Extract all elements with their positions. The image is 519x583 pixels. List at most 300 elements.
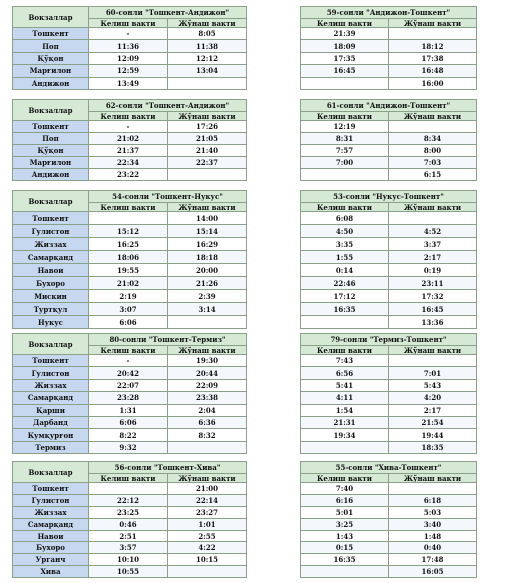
arrival-header: Келиш вакти — [301, 19, 389, 28]
departure-time: 16:48 — [389, 65, 477, 77]
stations-header: Вокзаллар — [13, 334, 89, 355]
arrival-time: 12:09 — [89, 52, 168, 64]
table-row — [13, 264, 247, 277]
arrival-time: 13:49 — [89, 77, 168, 89]
table-row — [301, 52, 477, 64]
arrival-time: 16:35 — [301, 303, 389, 316]
departure-time: 3:14 — [168, 303, 247, 316]
arrival-time: 23:25 — [89, 506, 168, 518]
arrival-time: 7:43 — [301, 355, 389, 367]
subheader-row — [301, 112, 477, 121]
station-name: Тошкент — [13, 483, 89, 495]
arrival-time: 5:01 — [301, 506, 389, 518]
departure-time: 7:01 — [389, 367, 477, 379]
departure-time — [168, 316, 247, 329]
arrival-time: 5:41 — [301, 379, 389, 391]
arrival-time: 21:02 — [89, 133, 168, 145]
table-row — [13, 542, 247, 554]
table-row — [13, 251, 247, 264]
header-row — [13, 7, 247, 19]
table-row — [13, 554, 247, 566]
arrival-time: 21:02 — [89, 277, 168, 290]
departure-time: 20:00 — [168, 264, 247, 277]
arrival-time — [89, 483, 168, 495]
departure-header: Жўнаш вакти — [389, 346, 477, 355]
table-row — [13, 316, 247, 329]
stations-header: Вокзаллар — [13, 191, 89, 212]
departure-time: 7:03 — [389, 157, 477, 169]
departure-time: 11:38 — [168, 40, 247, 52]
table-row — [301, 530, 477, 542]
arrival-header: Келиш вакти — [301, 474, 389, 483]
arrival-time: 6:16 — [301, 494, 389, 506]
station-name: Нукус — [13, 316, 89, 329]
table-row — [13, 225, 247, 238]
train-title: 61-сонли "Андижон-Тошкент" — [301, 100, 477, 112]
departure-time: 22:37 — [168, 157, 247, 169]
station-name: Жиззах — [13, 506, 89, 518]
departure-header: Жўнаш вакти — [389, 474, 477, 483]
table-row — [13, 65, 247, 77]
departure-time: 18:18 — [168, 251, 247, 264]
table-row — [13, 530, 247, 542]
table-row — [13, 238, 247, 251]
departure-time — [168, 441, 247, 453]
departure-time — [389, 212, 477, 225]
timetable-left — [12, 6, 247, 90]
station-name: Навои — [13, 264, 89, 277]
departure-time: 21:00 — [168, 483, 247, 495]
table-row — [13, 169, 247, 181]
departure-time — [168, 566, 247, 578]
arrival-time: 22:34 — [89, 157, 168, 169]
table-row — [301, 169, 477, 181]
table-row — [301, 145, 477, 157]
departure-time: 13:04 — [168, 65, 247, 77]
arrival-time: 22:07 — [89, 379, 168, 391]
departure-header: Жўнаш вакти — [168, 346, 247, 355]
station-name: Жиззах — [13, 379, 89, 391]
station-name: Туртқул — [13, 303, 89, 316]
header-row — [301, 462, 477, 474]
table-row — [301, 28, 477, 40]
arrival-time: 20:42 — [89, 367, 168, 379]
station-name: Қўқон — [13, 52, 89, 64]
departure-time: 5:43 — [389, 379, 477, 391]
departure-time: 20:44 — [168, 367, 247, 379]
station-name: Хива — [13, 566, 89, 578]
table-row — [301, 121, 477, 133]
train-title: 62-сонли "Тошкент-Андижон" — [89, 100, 247, 112]
arrival-time: 6:06 — [89, 316, 168, 329]
departure-time: 21:54 — [389, 416, 477, 428]
station-name: Гулистон — [13, 225, 89, 238]
train-title: 79-сонли "Термиз-Тошкент" — [301, 334, 477, 346]
table-row — [301, 379, 477, 391]
arrival-time: 4:50 — [301, 225, 389, 238]
departure-time: 0:40 — [389, 542, 477, 554]
station-name: Тошкент — [13, 121, 89, 133]
arrival-time: 16:25 — [89, 238, 168, 251]
arrival-time: 11:36 — [89, 40, 168, 52]
arrival-time: 23:22 — [89, 169, 168, 181]
station-name: Кумқурғон — [13, 429, 89, 441]
arrival-time: 6:08 — [301, 212, 389, 225]
departure-time: 17:26 — [168, 121, 247, 133]
arrival-time: 18:09 — [301, 40, 389, 52]
arrival-time: - — [89, 355, 168, 367]
table-row — [301, 133, 477, 145]
departure-time: 2:04 — [168, 404, 247, 416]
table-row — [301, 65, 477, 77]
departure-time: 4:20 — [389, 392, 477, 404]
departure-time — [168, 77, 247, 89]
departure-time: 4:22 — [168, 542, 247, 554]
header-row — [301, 191, 477, 203]
station-name: Марғилон — [13, 65, 89, 77]
station-name: Тошкент — [13, 212, 89, 225]
arrival-time — [89, 212, 168, 225]
departure-time: 17:48 — [389, 554, 477, 566]
arrival-time: 17:35 — [301, 52, 389, 64]
train-title: 55-сонли "Хива-Тошкент" — [301, 462, 477, 474]
arrival-header: Келиш вакти — [89, 112, 168, 121]
departure-time — [168, 169, 247, 181]
arrival-time — [301, 316, 389, 329]
arrival-time: 12:59 — [89, 65, 168, 77]
departure-header: Жўнаш вакти — [168, 203, 247, 212]
arrival-time: 21:39 — [301, 28, 389, 40]
departure-time: 4:52 — [389, 225, 477, 238]
station-name: Мискин — [13, 290, 89, 303]
table-row — [13, 404, 247, 416]
table-row — [301, 392, 477, 404]
departure-time: 17:32 — [389, 290, 477, 303]
subheader-row — [301, 474, 477, 483]
departure-time: 19:44 — [389, 429, 477, 441]
departure-time: 18:35 — [389, 441, 477, 453]
arrival-time: 19:55 — [89, 264, 168, 277]
station-name: Поп — [13, 40, 89, 52]
table-row — [13, 77, 247, 89]
departure-time: 2:39 — [168, 290, 247, 303]
header-row — [301, 7, 477, 19]
table-row — [13, 518, 247, 530]
departure-time: 1:48 — [389, 530, 477, 542]
train-title: 54-сонли "Тошкент-Нукус" — [89, 191, 247, 203]
arrival-time: 17:12 — [301, 290, 389, 303]
arrival-time: 21:37 — [89, 145, 168, 157]
station-name: Самарқанд — [13, 251, 89, 264]
station-name: Гулистон — [13, 494, 89, 506]
departure-time: 6:18 — [389, 494, 477, 506]
table-row — [13, 52, 247, 64]
departure-header: Жўнаш вакти — [389, 203, 477, 212]
departure-time: 22:09 — [168, 379, 247, 391]
table-row — [13, 277, 247, 290]
departure-time: 21:40 — [168, 145, 247, 157]
departure-time: 23:27 — [168, 506, 247, 518]
timetable-right — [300, 190, 477, 329]
arrival-header: Келиш вакти — [301, 112, 389, 121]
table-row — [13, 355, 247, 367]
arrival-time: 7:00 — [301, 157, 389, 169]
stations-header: Вокзаллар — [13, 7, 89, 28]
departure-time: 12:12 — [168, 52, 247, 64]
table-row — [301, 416, 477, 428]
arrival-time: - — [89, 121, 168, 133]
table-row — [301, 355, 477, 367]
table-row — [301, 506, 477, 518]
departure-time: 2:17 — [389, 404, 477, 416]
timetable-right — [300, 99, 477, 181]
header-row — [13, 191, 247, 203]
arrival-time: 10:55 — [89, 566, 168, 578]
table-row — [13, 121, 247, 133]
arrival-time: 22:12 — [89, 494, 168, 506]
station-name: Дарбанд — [13, 416, 89, 428]
arrival-time: 3:25 — [301, 518, 389, 530]
departure-time: 14:00 — [168, 212, 247, 225]
station-name: Марғилон — [13, 157, 89, 169]
arrival-header: Келиш вакти — [89, 474, 168, 483]
table-row — [301, 251, 477, 264]
arrival-time: 19:34 — [301, 429, 389, 441]
departure-time: 22:14 — [168, 494, 247, 506]
arrival-time: 0:15 — [301, 542, 389, 554]
station-name: Самарқанд — [13, 392, 89, 404]
departure-time: 0:19 — [389, 264, 477, 277]
departure-time: 8:05 — [168, 28, 247, 40]
subheader-row — [301, 203, 477, 212]
table-row — [301, 264, 477, 277]
table-row — [301, 367, 477, 379]
station-name: Бухоро — [13, 277, 89, 290]
arrival-header: Келиш вакти — [89, 19, 168, 28]
departure-time: 3:37 — [389, 238, 477, 251]
arrival-time: 1:31 — [89, 404, 168, 416]
table-row — [13, 429, 247, 441]
arrival-time: 12:19 — [301, 121, 389, 133]
table-row — [301, 483, 477, 495]
timetable-left — [12, 333, 247, 454]
arrival-time: 0:14 — [301, 264, 389, 277]
table-row — [13, 392, 247, 404]
departure-time — [389, 355, 477, 367]
departure-time: 2:55 — [168, 530, 247, 542]
table-row — [301, 77, 477, 89]
departure-header: Жўнаш вакти — [389, 19, 477, 28]
table-row — [13, 566, 247, 578]
table-row — [301, 40, 477, 52]
table-row — [301, 277, 477, 290]
arrival-time: 2:51 — [89, 530, 168, 542]
table-row — [13, 494, 247, 506]
train-title: 59-сонли "Андижон-Тошкент" — [301, 7, 477, 19]
table-row — [301, 441, 477, 453]
departure-time: 6:36 — [168, 416, 247, 428]
arrival-time: 8:22 — [89, 429, 168, 441]
station-name: Тошкент — [13, 355, 89, 367]
arrival-time: 21:31 — [301, 416, 389, 428]
station-name: Урганч — [13, 554, 89, 566]
departure-time: 8:32 — [168, 429, 247, 441]
arrival-time: 10:10 — [89, 554, 168, 566]
stations-header: Вокзаллар — [13, 100, 89, 121]
arrival-header: Келиш вакти — [89, 203, 168, 212]
train-title: 56-сонли "Тошкент-Хива" — [89, 462, 247, 474]
departure-time: 23:38 — [168, 392, 247, 404]
departure-time: 16:05 — [389, 566, 477, 578]
station-name: Бухоро — [13, 542, 89, 554]
departure-time: 10:15 — [168, 554, 247, 566]
table-row — [13, 303, 247, 316]
arrival-time: - — [89, 28, 168, 40]
table-row — [301, 212, 477, 225]
stations-header: Вокзаллар — [13, 462, 89, 483]
header-row — [13, 100, 247, 112]
header-row — [301, 100, 477, 112]
departure-time: 8:00 — [389, 145, 477, 157]
departure-time: 8:34 — [389, 133, 477, 145]
arrival-time — [301, 566, 389, 578]
station-name: Андижон — [13, 169, 89, 181]
departure-time: 13:36 — [389, 316, 477, 329]
table-row — [13, 28, 247, 40]
station-name: Гулистон — [13, 367, 89, 379]
table-row — [301, 429, 477, 441]
arrival-time: 2:19 — [89, 290, 168, 303]
departure-time — [389, 28, 477, 40]
arrival-time: 6:56 — [301, 367, 389, 379]
table-row — [13, 145, 247, 157]
table-row — [13, 483, 247, 495]
arrival-time — [301, 441, 389, 453]
station-name: Андижон — [13, 77, 89, 89]
arrival-header: Келиш вакти — [301, 203, 389, 212]
departure-time: 21:26 — [168, 277, 247, 290]
table-row — [13, 441, 247, 453]
train-title: 53-сонли "Нукус-Тошкент" — [301, 191, 477, 203]
departure-time: 21:05 — [168, 133, 247, 145]
table-row — [301, 225, 477, 238]
table-row — [301, 404, 477, 416]
station-name: Термиз — [13, 441, 89, 453]
arrival-header: Келиш вакти — [301, 346, 389, 355]
table-row — [301, 303, 477, 316]
arrival-time: 6:06 — [89, 416, 168, 428]
table-row — [301, 554, 477, 566]
departure-time: 2:17 — [389, 251, 477, 264]
station-name: Қарши — [13, 404, 89, 416]
timetable-left — [12, 99, 247, 181]
timetable-right — [300, 6, 477, 90]
departure-time: 5:03 — [389, 506, 477, 518]
table-row — [13, 157, 247, 169]
departure-time: 6:15 — [389, 169, 477, 181]
table-row — [301, 566, 477, 578]
arrival-time: 1:55 — [301, 251, 389, 264]
station-name: Навои — [13, 530, 89, 542]
table-row — [301, 542, 477, 554]
timetable-right — [300, 333, 477, 454]
arrival-time: 23:28 — [89, 392, 168, 404]
arrival-time: 22:46 — [301, 277, 389, 290]
table-row — [13, 133, 247, 145]
table-row — [13, 367, 247, 379]
departure-time: 16:00 — [389, 77, 477, 89]
arrival-time: 7:40 — [301, 483, 389, 495]
departure-time: 3:40 — [389, 518, 477, 530]
arrival-time — [301, 77, 389, 89]
departure-time: 16:45 — [389, 303, 477, 316]
arrival-time — [301, 169, 389, 181]
departure-header: Жўнаш вакти — [389, 112, 477, 121]
departure-time: 17:38 — [389, 52, 477, 64]
arrival-time: 16:45 — [301, 65, 389, 77]
table-row — [301, 290, 477, 303]
table-row — [13, 506, 247, 518]
arrival-time: 3:57 — [89, 542, 168, 554]
timetable-left — [12, 190, 247, 329]
table-row — [13, 212, 247, 225]
subheader-row — [301, 19, 477, 28]
station-name: Қўқон — [13, 145, 89, 157]
station-name: Самарқанд — [13, 518, 89, 530]
departure-time: 18:12 — [389, 40, 477, 52]
table-row — [301, 157, 477, 169]
header-row — [13, 334, 247, 346]
arrival-time: 1:43 — [301, 530, 389, 542]
table-row — [13, 379, 247, 391]
arrival-time: 4:11 — [301, 392, 389, 404]
departure-time — [389, 483, 477, 495]
timetable-right — [300, 461, 477, 578]
departure-header: Жўнаш вакти — [168, 112, 247, 121]
arrival-time: 3:07 — [89, 303, 168, 316]
header-row — [301, 334, 477, 346]
departure-time — [389, 121, 477, 133]
table-row — [301, 518, 477, 530]
table-row — [301, 316, 477, 329]
arrival-time: 3:35 — [301, 238, 389, 251]
station-name: Тошкент — [13, 28, 89, 40]
station-name: Поп — [13, 133, 89, 145]
departure-time: 19:30 — [168, 355, 247, 367]
departure-time: 16:29 — [168, 238, 247, 251]
table-row — [13, 416, 247, 428]
table-row — [13, 290, 247, 303]
departure-header: Жўнаш вакти — [168, 19, 247, 28]
arrival-time: 9:32 — [89, 441, 168, 453]
arrival-time: 1:54 — [301, 404, 389, 416]
arrival-time: 18:06 — [89, 251, 168, 264]
station-name: Жиззах — [13, 238, 89, 251]
arrival-time: 15:12 — [89, 225, 168, 238]
arrival-header: Келиш вакти — [89, 346, 168, 355]
table-row — [301, 238, 477, 251]
departure-time: 1:01 — [168, 518, 247, 530]
table-row — [301, 494, 477, 506]
timetable-left — [12, 461, 247, 578]
header-row — [13, 462, 247, 474]
arrival-time: 0:46 — [89, 518, 168, 530]
arrival-time: 8:31 — [301, 133, 389, 145]
arrival-time: 16:35 — [301, 554, 389, 566]
table-row — [13, 40, 247, 52]
train-title: 80-сонли "Тошкент-Термиз" — [89, 334, 247, 346]
subheader-row — [301, 346, 477, 355]
